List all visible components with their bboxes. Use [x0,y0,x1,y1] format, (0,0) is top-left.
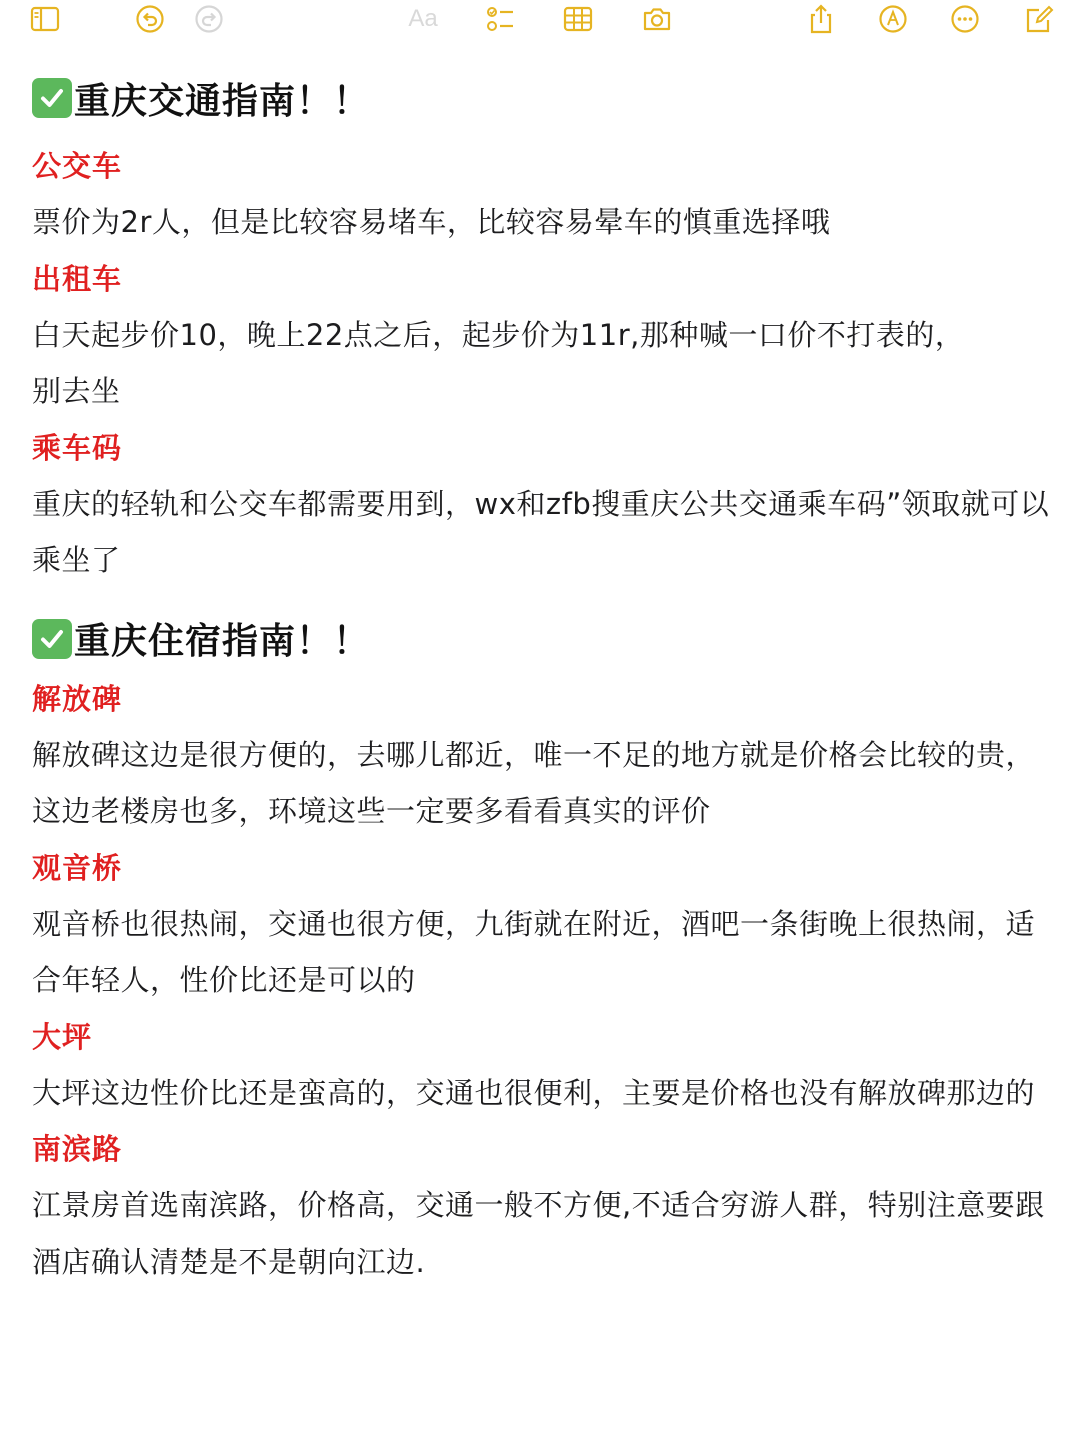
item-heading: 大坪 [32,1019,93,1054]
list-item [32,420,1052,589]
check-mark-icon [32,78,72,118]
undo-icon[interactable] [133,2,167,36]
item-text: 解放碑这边是很方便的，去哪儿都近，唯一不足的地方就是价格会比较的贵，这边老楼房也多，环境这些一定要多看看真实的评价 [32,737,1036,828]
item-heading: 公交车 [32,149,123,183]
share-icon[interactable] [804,2,838,36]
more-icon[interactable] [948,2,982,36]
table-icon[interactable] [561,2,595,36]
sidebar-icon[interactable] [28,2,62,36]
item-text: 江景房首选南滨路，价格高，交通一般不方便,不适合穷游人群，特别注意要跟酒店确认清楚是不是朝向江边. [32,1188,1045,1279]
notes-toolbar [0,0,1080,40]
checklist-icon[interactable] [483,2,517,36]
list-item [32,1009,1052,1122]
item-text: 重庆的轻轨和公交车都需要用到，wx和zfb搜重庆公共交通乘车码”领取就可以乘坐了 [32,486,1050,577]
transport-section [32,66,1052,589]
item-text: 票价为2r人，但是比较容易堵车，比较容易晕车的慎重选择哦 [32,205,831,239]
item-heading: 南滨路 [32,1132,123,1166]
item-heading: 乘车码 [32,430,123,465]
item-heading: 观音桥 [32,850,123,885]
section-title-text: 重庆住宿指南！！ [74,621,371,662]
markup-icon[interactable] [876,2,910,36]
check-mark-icon [32,619,72,659]
compose-icon[interactable] [1022,2,1056,36]
accommodation-section [32,607,1052,1291]
list-item [32,840,1052,1009]
camera-icon[interactable] [640,2,674,36]
item-text: 观音桥也很热闹，交通也很方便，九街就在附近，酒吧一条街晚上很热闹，适合年轻人，性价比还是可以的 [32,906,1036,997]
section-title [32,66,1052,130]
item-heading: 出租车 [32,261,123,296]
item-text: 大坪这边性价比还是蛮高的，交通也很便利，主要是价格也没有解放碑那边的 [32,1075,1036,1110]
section-title-text: 重庆交通指南！！ [74,80,371,122]
section-title [32,607,1052,671]
item-heading: 解放碑 [32,681,123,716]
item-text: 白天起步价10，晚上22点之后，起步价为11r,那种喊一口价不打表的，别去坐 [32,317,965,408]
list-item [32,138,1052,251]
list-item [32,671,1052,840]
redo-icon[interactable] [192,2,226,36]
format-label: Aa [408,5,438,32]
note-body[interactable] [32,66,1052,1290]
list-item [32,1121,1052,1290]
list-item [32,251,1052,420]
format-icon[interactable] [406,2,440,36]
